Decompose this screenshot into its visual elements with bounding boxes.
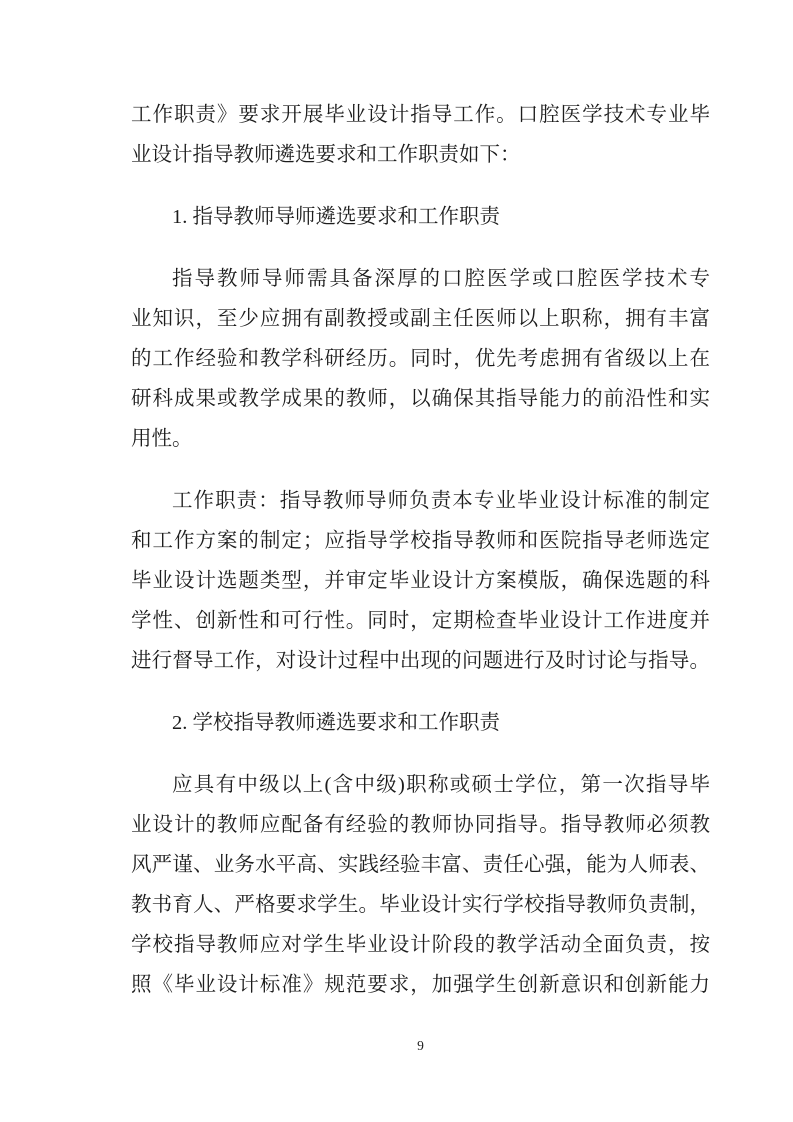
text-line: 业知识，至少应拥有副教授或副主任医师以上职称，拥有丰富 bbox=[131, 308, 710, 330]
text-line: 的工作经验和教学科研经历。同时，优先考虑拥有省级以上在 bbox=[131, 348, 710, 370]
text-line: 研科成果或教学成果的教师，以确保其指导能力的前沿性和实 bbox=[131, 388, 710, 410]
heading-line: 2. 学校指导教师遴选要求和工作职责 bbox=[172, 712, 500, 734]
text-line: 学性、创新性和可行性。同时，定期检查毕业设计工作进度并 bbox=[131, 610, 710, 632]
paragraph-school-teacher-requirements bbox=[131, 765, 710, 1005]
text-line: 指导教师导师需具备深厚的口腔医学或口腔医学技术专 bbox=[172, 268, 710, 290]
paragraph-supervisor-duties bbox=[131, 481, 710, 681]
text-line: 工作职责》要求开展毕业设计指导工作。口腔医学技术专业毕 bbox=[131, 104, 710, 126]
paragraph-supervisor-requirements bbox=[131, 259, 710, 459]
text-line: 应具有中级以上(含中级)职称或硕士学位，第一次指导毕 bbox=[172, 774, 710, 796]
text-line: 风严谨、业务水平高、实践经验丰富、责任心强，能为人师表、 bbox=[131, 854, 710, 876]
text-line: 进行督导工作，对设计过程中出现的问题进行及时讨论与指导。 bbox=[131, 650, 710, 672]
section-heading-1 bbox=[131, 197, 710, 237]
section-heading-2 bbox=[131, 703, 710, 743]
text-line: 毕业设计选题类型，并审定毕业设计方案模版，确保选题的科 bbox=[131, 570, 710, 592]
page-number: 9 bbox=[417, 1038, 424, 1053]
paragraph-continuation bbox=[131, 95, 710, 175]
text-line: 学校指导教师应对学生毕业设计阶段的教学活动全面负责，按 bbox=[131, 934, 710, 956]
document-body bbox=[131, 95, 710, 1005]
text-line: 教书育人、严格要求学生。毕业设计实行学校指导教师负责制， bbox=[131, 894, 710, 916]
text-line: 用性。 bbox=[131, 428, 193, 450]
text-line: 工作职责：指导教师导师负责本专业毕业设计标准的制定 bbox=[172, 490, 710, 512]
text-line: 和工作方案的制定；应指导学校指导教师和医院指导老师选定 bbox=[131, 530, 710, 552]
text-line: 业设计指导教师遴选要求和工作职责如下： bbox=[131, 144, 521, 166]
text-line: 照《毕业设计标准》规范要求，加强学生创新意识和创新能力 bbox=[131, 974, 710, 996]
text-line: 业设计的教师应配备有经验的教师协同指导。指导教师必须教 bbox=[131, 814, 710, 836]
heading-line: 1. 指导教师导师遴选要求和工作职责 bbox=[172, 206, 500, 228]
